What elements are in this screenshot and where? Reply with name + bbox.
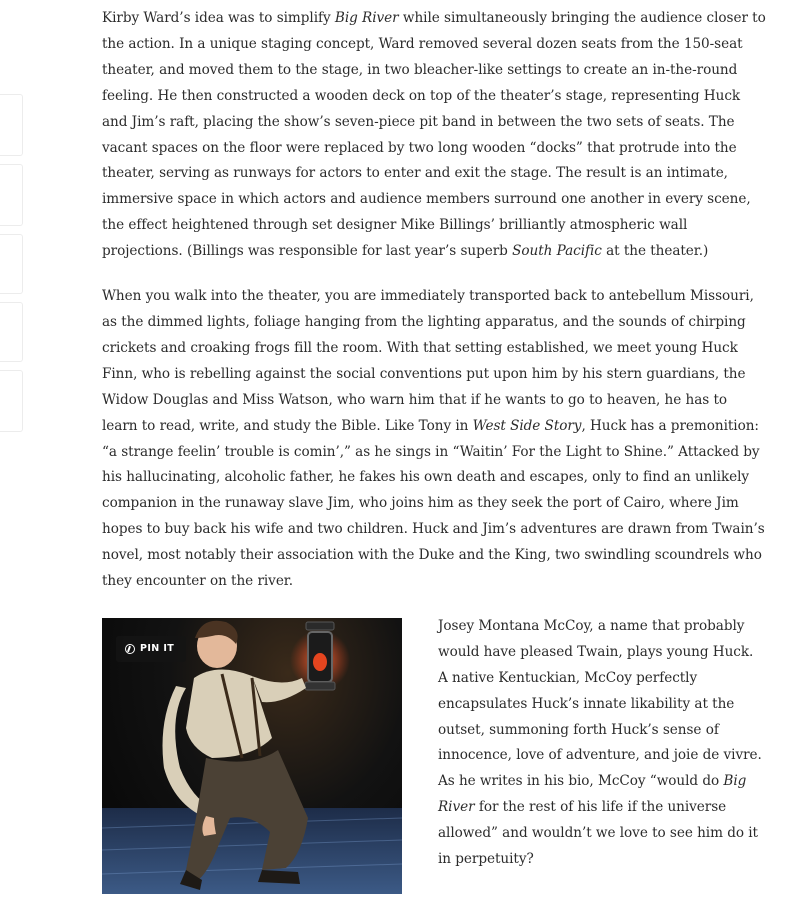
show-title: Big River [438,773,747,816]
paragraph-cast: Josey Montana McCoy, a name that probably would have pleased Twain, plays young Huck. A native Kentuckian, McCoy perfectly encapsulates Huck’s innate likability at the outset, summoning forth Huck’s sense of innocence, love of adventure, and joie de vivre. As he writes in his bio, McCoy “would do Big River for the rest of his life if the universe allowed” and wouldn’t we love to see him do it in perpetuity? [438,617,762,868]
article-body [102,6,766,904]
side-ghost-4 [0,302,23,362]
figure-row [102,614,766,904]
paragraph-staging: Kirby Ward’s idea was to simplify Big River while simultaneously bringing the audience closer to the action. In a unique staging concept, Ward removed several dozen seats from the 150-seat theater, and moved them to the stage, in two bleacher-like settings to create an in-the-round feeling. He then constructed a wooden deck on top of the theater’s stage, representing Huck and Jim’s raft, placing the show’s seven-piece pit band in between the two sets of seats. The vacant spaces on the floor were replaced by two long wooden “docks” that protrude into the theater, serving as runways for actors to enter and exit the stage. The result is an intimate, immersive space in which actors and audience members surround one another in every scene, the effect heightened through set designer Mike Billings’ brilliantly atmospheric wall projections. (Billings was responsible for last year’s superb South Pacific at the theater.) [102,10,766,260]
show-title: Big River [334,10,399,26]
production-photo [102,618,402,894]
pin-it-label: PIN IT [140,643,175,655]
show-title: West Side Story [472,417,582,434]
pin-it-button[interactable] [116,636,186,662]
side-ghost-2 [0,164,23,226]
side-ghost-3 [0,234,23,294]
side-ghost-5 [0,370,23,432]
show-title: South Pacific [512,243,602,260]
side-ghost-1 [0,94,23,156]
paragraph-setting: When you walk into the theater, you are immediately transported back to antebellum Missouri, as the dimmed lights, foliage hanging from the lighting apparatus, and the sounds of chirping crickets and croaking frogs fill the room. With that setting established, we meet young Huck Finn, who is rebelling against the social conventions put upon him by his stern guardians, the Widow Douglas and Miss Watson, who warn him that if he wants to go to heaven, he has to learn to read, write, and study the Bible. Like Tony in West Side Story, Huck has a premonition: “a strange feelin’ trouble is comin’,” as he sings in “Waitin’ For the Light to Shine.” Attacked by his hallucinating, alcoholic father, he fakes his own death and escapes, only to find an unlikely companion in the runaway slave Jim, who joins him as they seek the port of Cairo, where Jim hopes to buy back his wife and two children. Huck and Jim’s adventures are drawn from Twain’s novel, most notably their association with the Duke and the King, two swindling scoundrels who they encounter on the river. [102,288,765,590]
pinterest-icon [125,644,135,654]
